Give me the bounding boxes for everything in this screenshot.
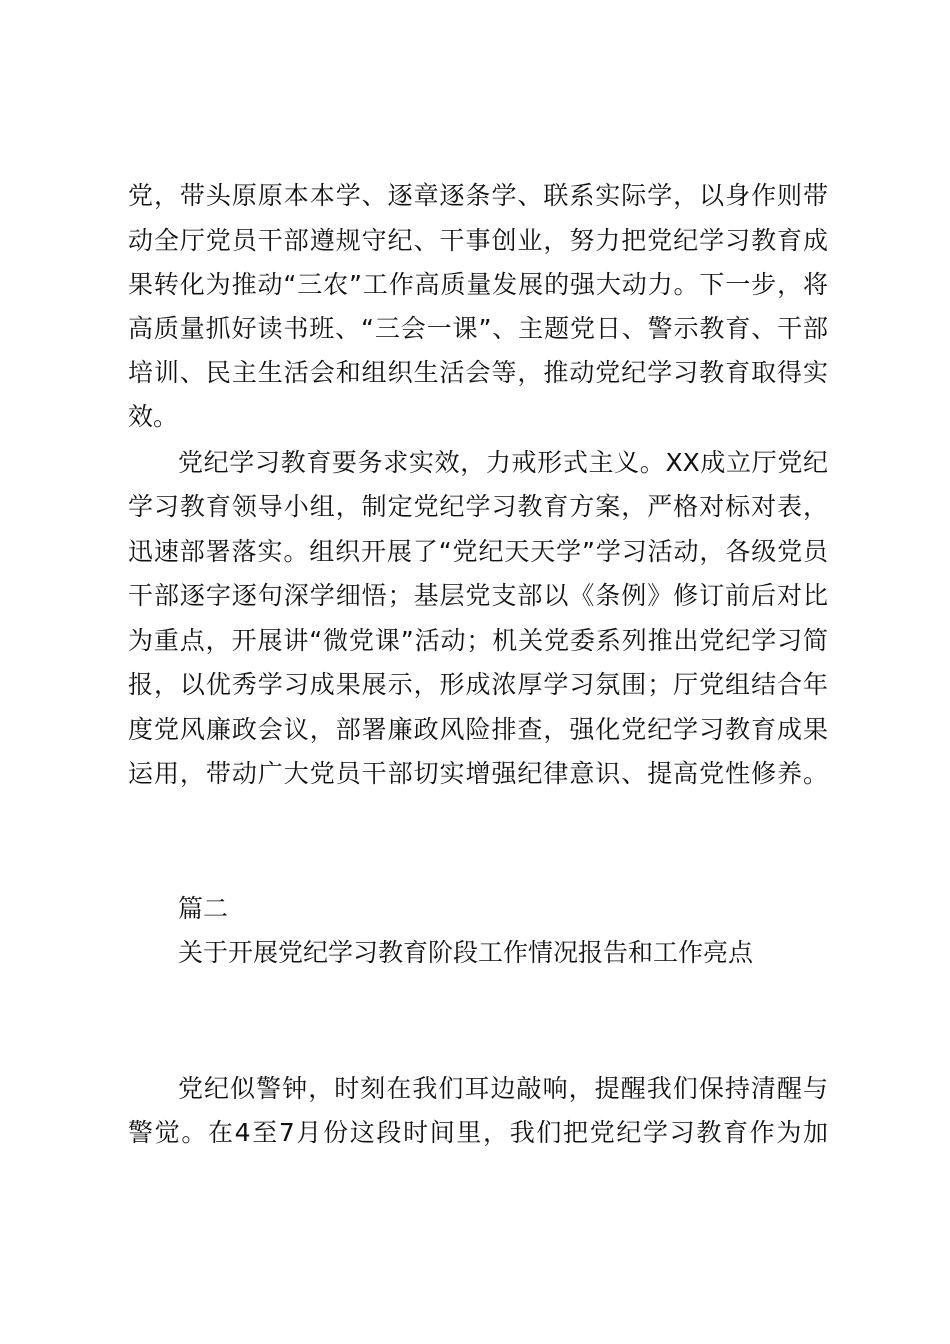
paragraph-2-line-4: 干部逐字逐句深学细悟；基层党支部以《条例》修订前后对比 — [128, 581, 828, 610]
section-label: 篇二 — [178, 894, 229, 923]
paragraph-2-line-3: 迅速部署落实。组织开展了“党纪天天学”学习活动，各级党员 — [128, 537, 828, 566]
paragraph-3-line-1: 党纪似警钟，时刻在我们耳边敲响，提醒我们保持清醒与 — [178, 1074, 828, 1103]
paragraph-1-line-3: 果转化为推动“三农”工作高质量发展的强大动力。下一步，将 — [128, 270, 828, 299]
paragraph-2-line-6: 报，以优秀学习成果展示，形成浓厚学习氛围；厅党组结合年 — [128, 670, 828, 699]
section-title: 关于开展党纪学习教育阶段工作情况报告和工作亮点 — [178, 938, 754, 967]
paragraph-1-line-1: 党，带头原原本本学、逐章逐条学、联系实际学，以身作则带 — [128, 181, 828, 210]
paragraph-2-line-8: 运用，带动广大党员干部切实增强纪律意识、提高党性修养。 — [128, 759, 828, 788]
paragraph-1-line-2: 动全厅党员干部遵规守纪、干事创业，努力把党纪学习教育成 — [128, 226, 828, 255]
paragraph-1-line-5: 培训、民主生活会和组织生活会等，推动党纪学习教育取得实 — [128, 358, 828, 387]
paragraph-3-line-2: 警觉。在4至7月份这段时间里，我们把党纪学习教育作为加 — [128, 1118, 828, 1147]
paragraph-1-line-6: 效。 — [128, 402, 179, 431]
paragraph-2-line-1: 党纪学习教育要务求实效，力戒形式主义。XX成立厅党纪 — [178, 448, 828, 477]
paragraph-2-line-5: 为重点，开展讲“微党课”活动；机关党委系列推出党纪学习简 — [128, 626, 828, 655]
paragraph-2-line-2: 学习教育领导小组，制定党纪学习教育方案，严格对标对表， — [128, 492, 828, 521]
paragraph-2-line-7: 度党风廉政会议，部署廉政风险排查，强化党纪学习教育成果 — [128, 715, 828, 744]
paragraph-1-line-4: 高质量抓好读书班、“三会一课”、主题党日、警示教育、干部 — [128, 314, 828, 343]
